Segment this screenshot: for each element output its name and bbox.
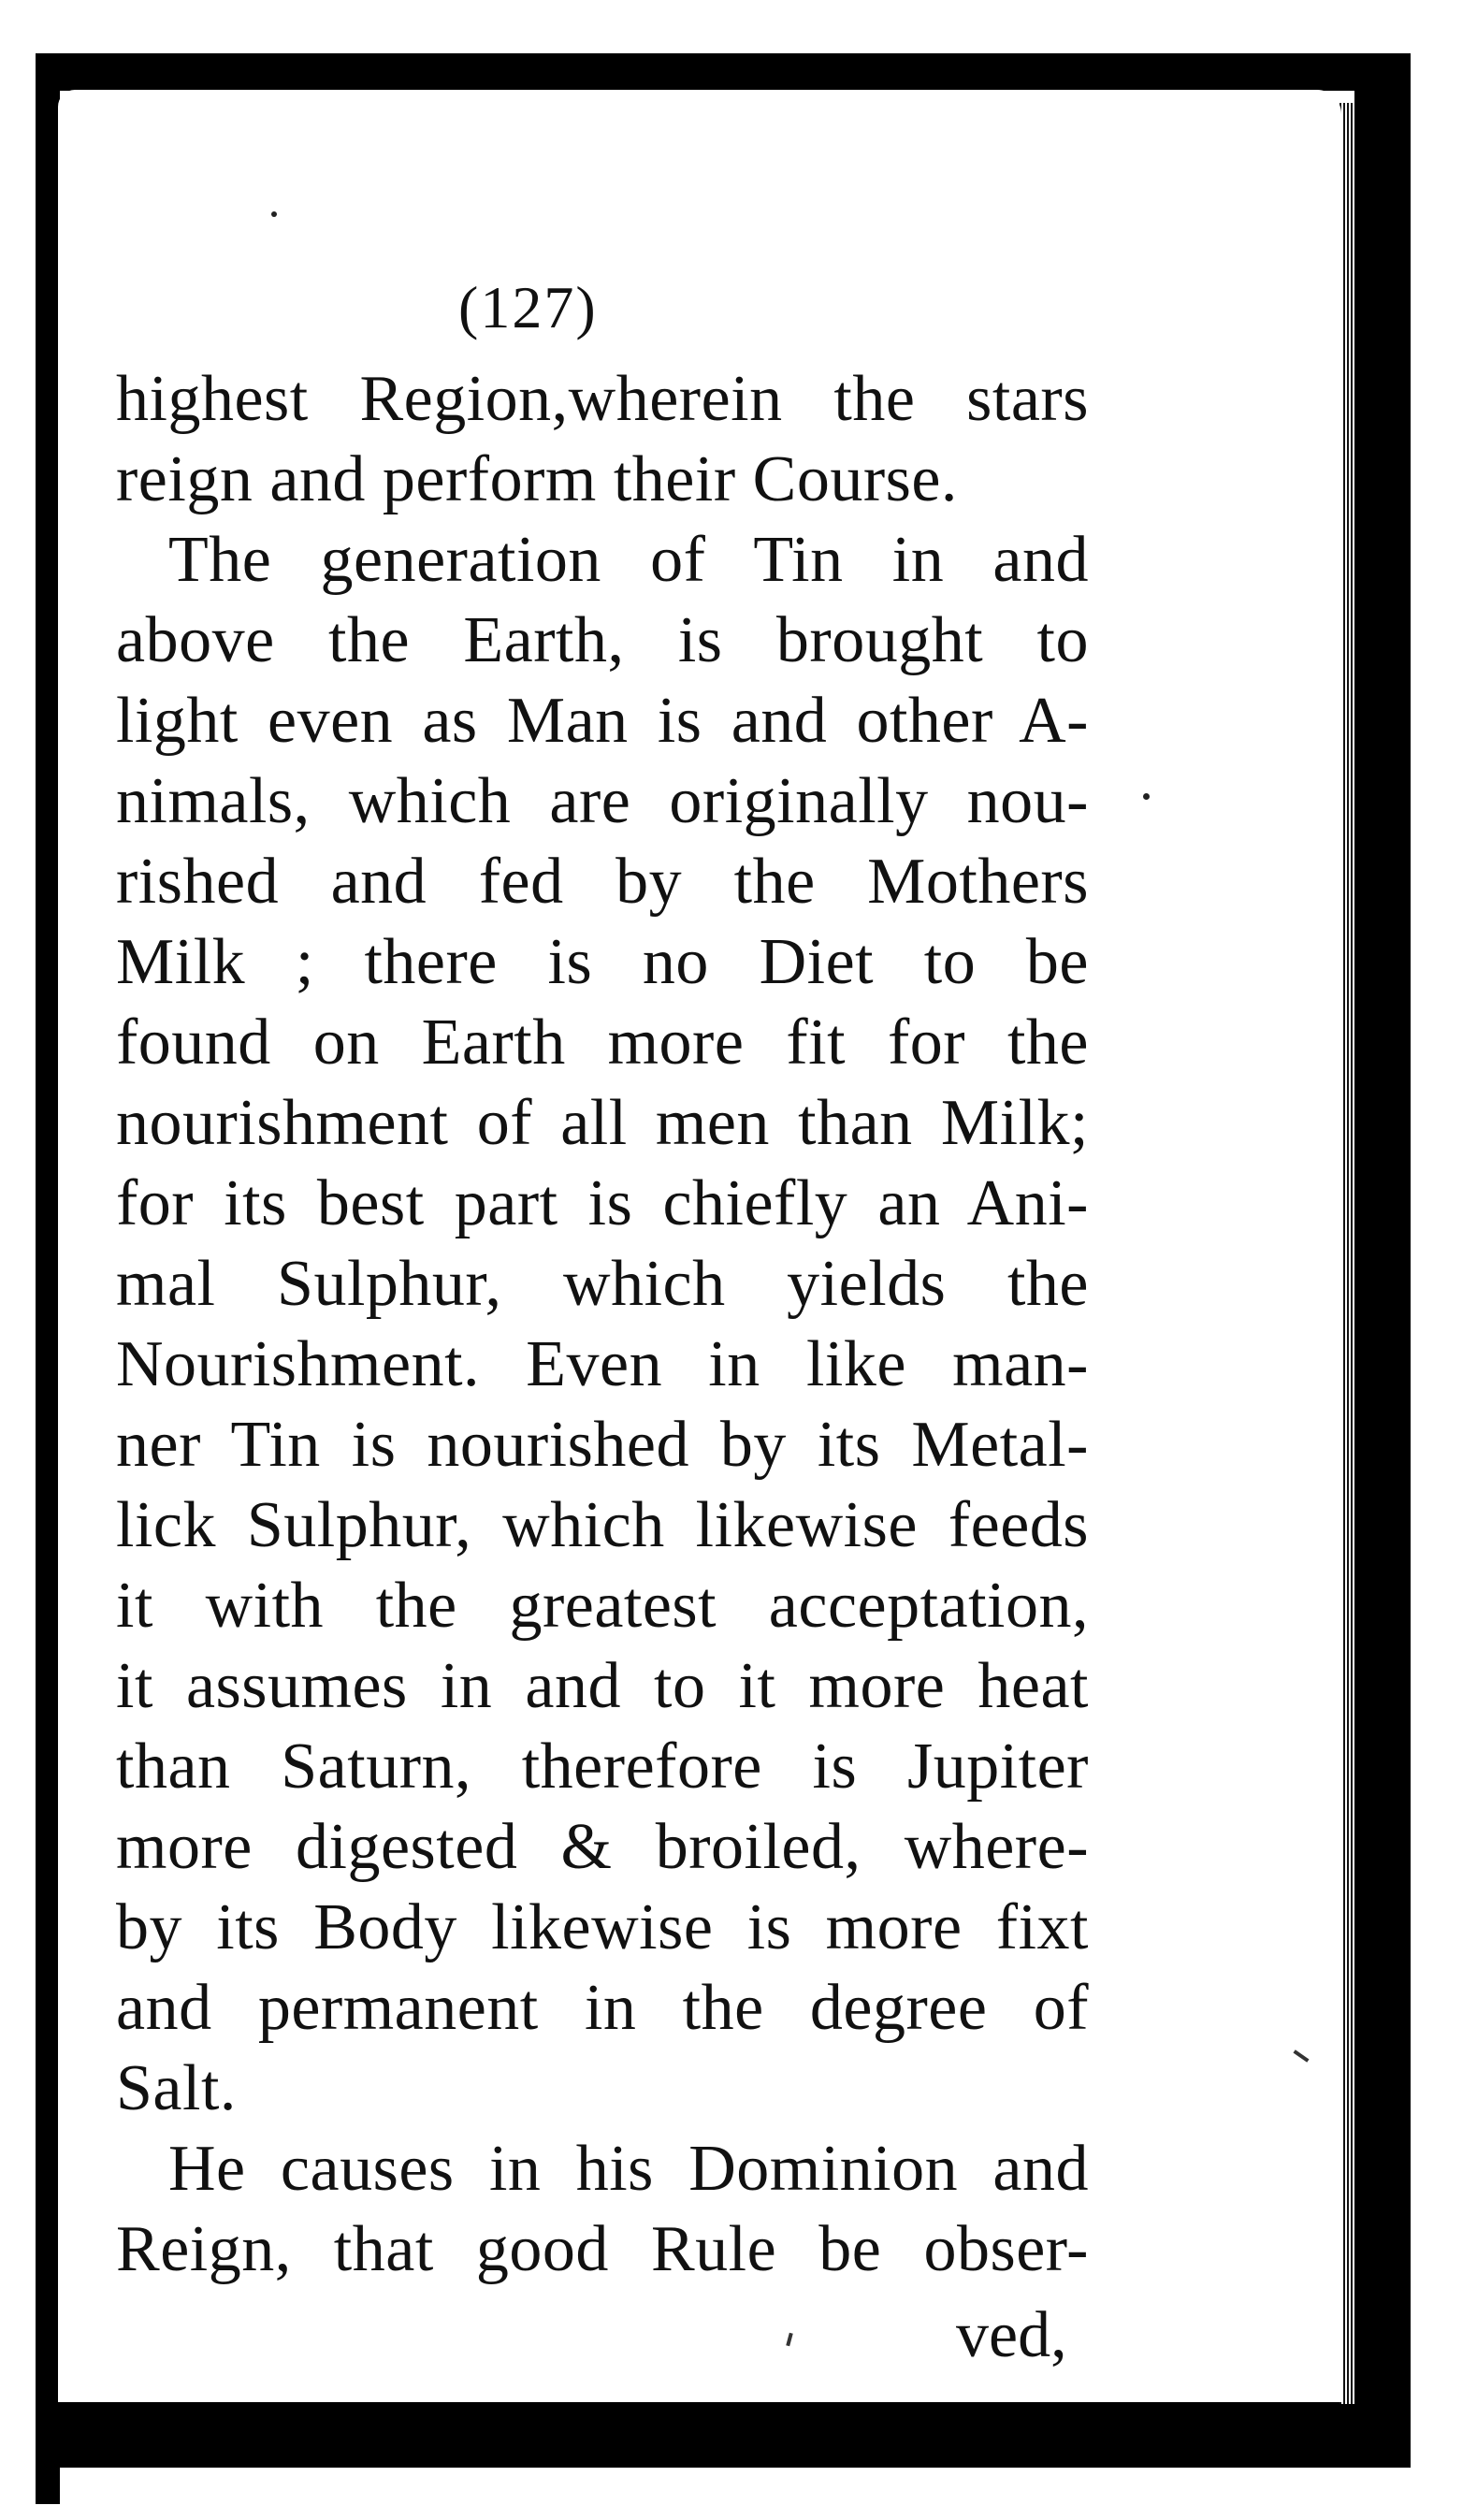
text-line: found on Earth more fit for the: [116, 1007, 1089, 1079]
text-line: He causes in his Dominion and: [168, 2133, 1089, 2205]
text-line: nimals, which are originally nou-: [116, 765, 1089, 837]
text-line: than Saturn, therefore is Jupiter: [116, 1731, 1089, 1803]
text-line: Milk ; there is no Diet to be: [116, 926, 1089, 998]
text-line: lick Sulphur, which likewise feeds: [116, 1489, 1089, 1561]
text-line: Nourishment. Even in like man-: [116, 1328, 1089, 1400]
ink-mark: [786, 2333, 792, 2347]
scan-border-bottom: [36, 2402, 1411, 2468]
page-fore-edge: [1339, 103, 1354, 2404]
text-line: ner Tin is nourished by its Metal-: [116, 1409, 1089, 1481]
text-line: light even as Man is and other A-: [116, 685, 1089, 757]
ink-speck: [1143, 793, 1150, 800]
text-line: for its best part is chiefly an Ani-: [116, 1167, 1089, 1239]
page-number: (127): [458, 274, 598, 340]
scan-border-left: [36, 53, 60, 2504]
text-line: The generation of Tin in and: [168, 524, 1089, 596]
text-line: nourishment of all men than Milk;: [116, 1087, 1089, 1159]
text-line: rished and fed by the Mothers: [116, 846, 1089, 918]
ink-speck: [271, 211, 277, 217]
scan-border-top: [36, 53, 1411, 91]
text-line: reign and perform their Course.: [116, 443, 958, 515]
text-line: more digested & broiled, where-: [116, 1811, 1089, 1883]
text-line: Salt.: [116, 2052, 237, 2124]
scan-border-right: [1354, 53, 1411, 2467]
book-page: [58, 90, 1341, 2402]
ink-mark: [1293, 2049, 1309, 2063]
text-line: and permanent in the degree of: [116, 1972, 1089, 2044]
catchword: ved,: [956, 2299, 1067, 2371]
body-text: [116, 359, 1089, 2290]
text-line: highest Region,wherein the stars: [116, 363, 1089, 435]
text-line: Reign, that good Rule be obser-: [116, 2213, 1089, 2285]
text-line: it assumes in and to it more heat: [116, 1650, 1089, 1722]
text-line: by its Body likewise is more fixt: [116, 1891, 1089, 1963]
text-line: it with the greatest acceptation,: [116, 1570, 1089, 1642]
text-line: mal Sulphur, which yields the: [116, 1248, 1089, 1320]
text-line: above the Earth, is brought to: [116, 604, 1089, 676]
